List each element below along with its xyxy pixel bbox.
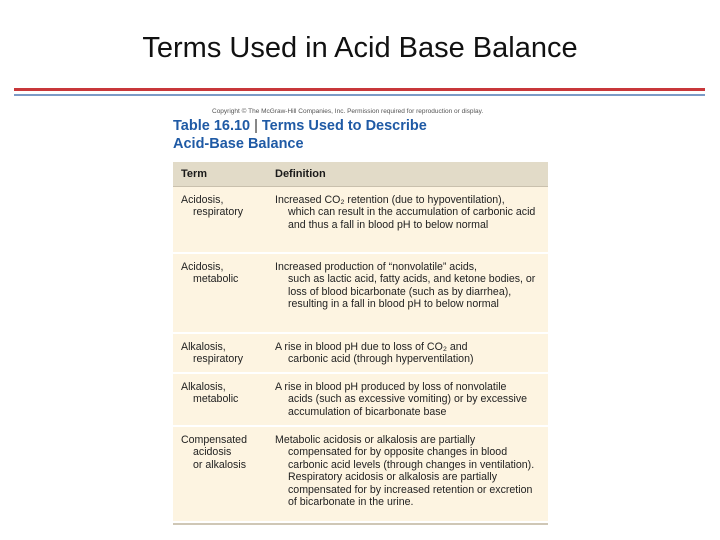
table-row [173, 187, 548, 254]
term-cell [173, 261, 267, 332]
definition-first-line: Increased CO₂ retention (due to hypoventilation), [275, 194, 505, 206]
term-line1: Alkalosis, [181, 341, 226, 353]
definition-first-line: A rise in blood pH due to loss of CO₂ and [275, 341, 468, 353]
definition-cell [267, 381, 548, 425]
term-line2: respiratory [193, 206, 244, 219]
title-divider-red [14, 88, 705, 91]
definition-rest: carbonic acid (through hyperventilation) [288, 353, 474, 366]
header-term: Term [181, 168, 208, 180]
table-title-line2: Acid-Base Balance [173, 136, 304, 152]
term-cell [173, 341, 267, 372]
definition-first-line: A rise in blood pH produced by loss of nonvolatile [275, 381, 507, 393]
copyright-notice: Copyright © The McGraw-Hill Companies, Inc. Permission required for reproduction or display. [212, 108, 484, 115]
definition-first-line: Increased production of “nonvolatile” acids, [275, 261, 477, 273]
table-number: Table 16.10 [173, 118, 251, 134]
slide-title: Terms Used in Acid Base Balance [142, 32, 578, 64]
table-row [173, 427, 548, 523]
term-cell [173, 194, 267, 252]
table-row [173, 334, 548, 374]
definition-cell [267, 194, 548, 252]
header-definition: Definition [275, 168, 326, 180]
table-header-row [173, 162, 548, 187]
table-row [173, 374, 548, 427]
table-row [173, 254, 548, 334]
term-line1: Compensated [181, 434, 247, 446]
term-line2: acidosis [193, 446, 232, 459]
table-heading [173, 117, 553, 153]
heading-separator: | [254, 118, 258, 134]
definition-cell [267, 434, 548, 521]
term-line2: metabolic [193, 393, 239, 406]
term-line1: Acidosis, [181, 194, 224, 206]
definition-rest: which can result in the accumulation of carbonic acid and thus a fall in blood pH to below normal [288, 206, 536, 231]
term-line1: Alkalosis, [181, 381, 226, 393]
term-line3: or alkalosis [193, 458, 246, 471]
term-cell [173, 381, 267, 425]
definition-cell [267, 341, 548, 372]
term-line2: metabolic [193, 273, 239, 286]
definition-cell [267, 261, 548, 332]
term-cell [173, 434, 267, 521]
definition-rest: compensated for by opposite changes in blood carbonic acid levels (through changes in ventilation). Respiratory acidosis or alkalosis are partially compensated for by increased retention or excretion of bicarbonate in the urine. [288, 446, 535, 509]
term-line1: Acidosis, [181, 261, 224, 273]
title-divider-blue [14, 94, 705, 96]
definition-rest: acids (such as excessive vomiting) or by excessive accumulation of bicarbonate base [288, 393, 528, 418]
table-title-line1: Terms Used to Describe [261, 118, 427, 134]
terms-table [173, 162, 548, 525]
definition-first-line: Metabolic acidosis or alkalosis are partially [275, 434, 476, 446]
term-line2: respiratory [193, 353, 244, 366]
definition-rest: such as lactic acid, fatty acids, and ketone bodies, or loss of blood bicarbonate (such as by diarrhea), resulting in a fall in blood pH to below normal [288, 273, 536, 311]
